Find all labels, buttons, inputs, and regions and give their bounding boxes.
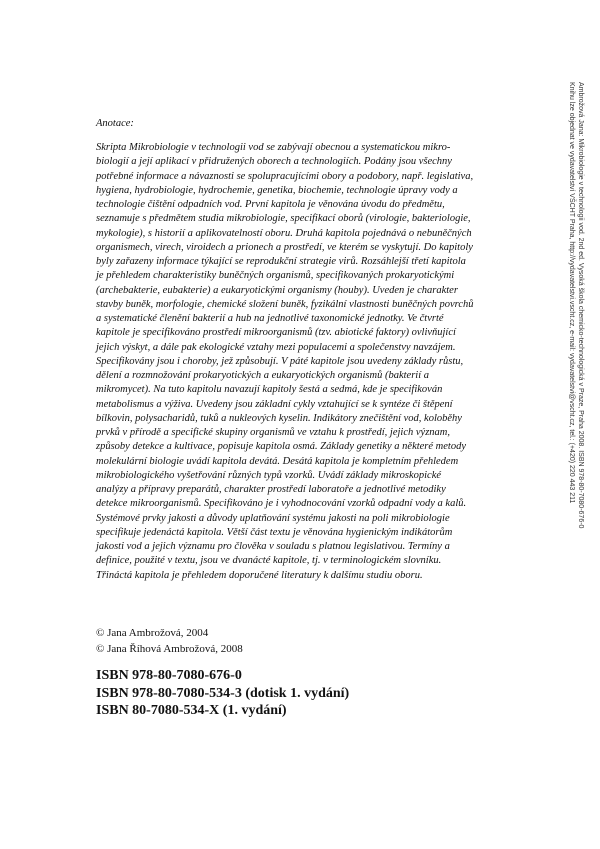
annotation-line: hygiena, hydrobiologie, hydrochemie, genetika, biochemie, technologie úpravy vody a [96,184,458,196]
isbn-line: ISBN 978-80-7080-676-0 [96,668,242,683]
annotation-line: detekce mikroorganismů. Specifikováno je i vyhodnocování vzorků odpadní vody a kalů. [96,498,467,510]
annotation-line: potřebné informace a návaznosti se spolupracujícími obory a podobory, např. legislativa, [96,170,474,182]
annotation-line: organismech, virech, viroidech a prionech a prostředí, ve kterém se vyskytují. Do kapitoly [96,241,473,253]
annotation-label: Anotace: [96,118,134,129]
annotation-line: jejich výskyt, a dále pak ekologické vztahy mezi populacemi a společenstvy navzájem. [96,341,456,353]
annotation-line: Skripta Mikrobiologie v technologii vod se zabývají obecnou a systematickou mikro- [96,142,451,153]
annotation-line: molekulární biologie uvádí kapitola devátá. Desátá kapitola je kompletním přehledem [96,455,459,467]
order-info-line: Knihu lze objednat ve vydavatelství VŠCHT Praha, http://vydavatelstvi.vscht.cz, e-mail: vydavatelstvi@vscht.cz, tel.: (+420) 220 443 211 [568,82,575,504]
copyright-line: © Jana Ambrožová, 2004 [96,627,209,639]
annotation-line: bílkovin, polysacharidů, tuků a nukleových kyselin. Indikátory znečištění vod, koloběhy [96,412,462,424]
side-citation-note [567,82,585,528]
annotation-line: analýzy a přípravy preparátů, charakter prostředí laboratoře a jednotlivé metodiky [96,484,446,495]
annotation-line: biologií a její aplikací v přidružených oborech a technologiích. Podány jsou všechny [96,156,452,168]
annotation-line: mikromycet). Na tuto kapitolu navazují kapitoly šestá a sedmá, kde je specifikován [96,384,443,396]
annotation-line: definice, použité v textu, jsou ve dvanácté kapitole, tj. v terminologickém slovníku. [96,555,442,567]
annotation-line: způsoby detekce a kultivace, popisuje kapitola osmá. Základy genetiky a některé metody [96,441,467,453]
annotation-line: kapitole je specifikováno prostředí mikroorganismů (tzv. abiotické faktory) ovlivňující [96,327,456,339]
annotation-line: Specifikovány jsou i choroby, jež způsobují. V páté kapitole jsou uvedeny základy růstu, [96,355,464,367]
annotation-line: Systémové prvky jakosti a důvody uplatňování systému jakosti na poli mikrobiologie [96,512,450,524]
citation-line: Ambrožová Jana: Mikrobiologie v technologii vod. 2nd ed. Vysoká škola chemicko-technologická v Praze, Praha 2008. ISBN 978-80-7080-676-0 [577,82,584,529]
annotation-line: mikrobiologického vyšetřování různých typů vzorků. Uvádí základy mikroskopické [96,469,442,481]
annotation-text [96,141,491,583]
isbn-line: ISBN 978-80-7080-534-3 (dotisk 1. vydání) [96,685,350,701]
annotation-line: stavby buněk, morfologie, chemické složení buněk, fyzikální vlastnosti buněčných povrchů [96,298,474,310]
annotation-line: Třináctá kapitola je přehledem doporučené literatury k dalšímu studiu oboru. [96,569,423,581]
isbn-line: ISBN 80-7080-534-X (1. vydání) [96,703,287,718]
copyright-block [96,625,243,657]
annotation-line: technologie čištění odpadních vod. První kapitola je věnována úvodu do předmětu, [96,199,445,210]
annotation-line: je přehledem charakteristiky buněčných organismů, specifikovaných prokaryotickými [96,270,455,282]
annotation-line: specifikuje jedenáctá kapitola. Větší část textu je věnována hygienickým indikátorům [96,526,453,538]
isbn-block [96,667,349,720]
annotation-line: jakosti vod a jejich významu pro člověka v souladu s platnou legislativou. Termíny a [96,541,450,552]
annotation-line: mykologie), s historií a aplikovatelností oboru. Druhá kapitola pojednává o nebuněčných [96,227,472,239]
copyright-line: © Jana Říhová Ambrožová, 2008 [96,643,243,655]
annotation-line: (archebakterie, eubakterie) a eukaryotickými organismy (houby). Uveden je charakter [96,284,458,296]
annotation-line: a systematické členění bakterií a hub na jednotlivé taxonomické jednotky. Ve čtvrté [96,313,444,324]
annotation-line: dělení a rozmnožování prokaryotických a eukaryotických organismů (bakterií a [96,370,429,381]
annotation-line: seznamuje s předmětem studia mikrobiologie, specifikací oborů (virologie, bakteriologie, [96,213,471,225]
annotation-line: metabolismus a výživa. Uvedeny jsou základní cykly vztahující se k syntéze či štěpení [96,398,453,410]
annotation-line: prvků v přírodě a specifické skupiny organismů ve vztahu k prostředí, jejich význam, [96,427,450,438]
annotation-line: byly zařazeny informace týkající se reprodukční strategie virů. Rozsáhlejší třetí kapitola [96,256,466,267]
